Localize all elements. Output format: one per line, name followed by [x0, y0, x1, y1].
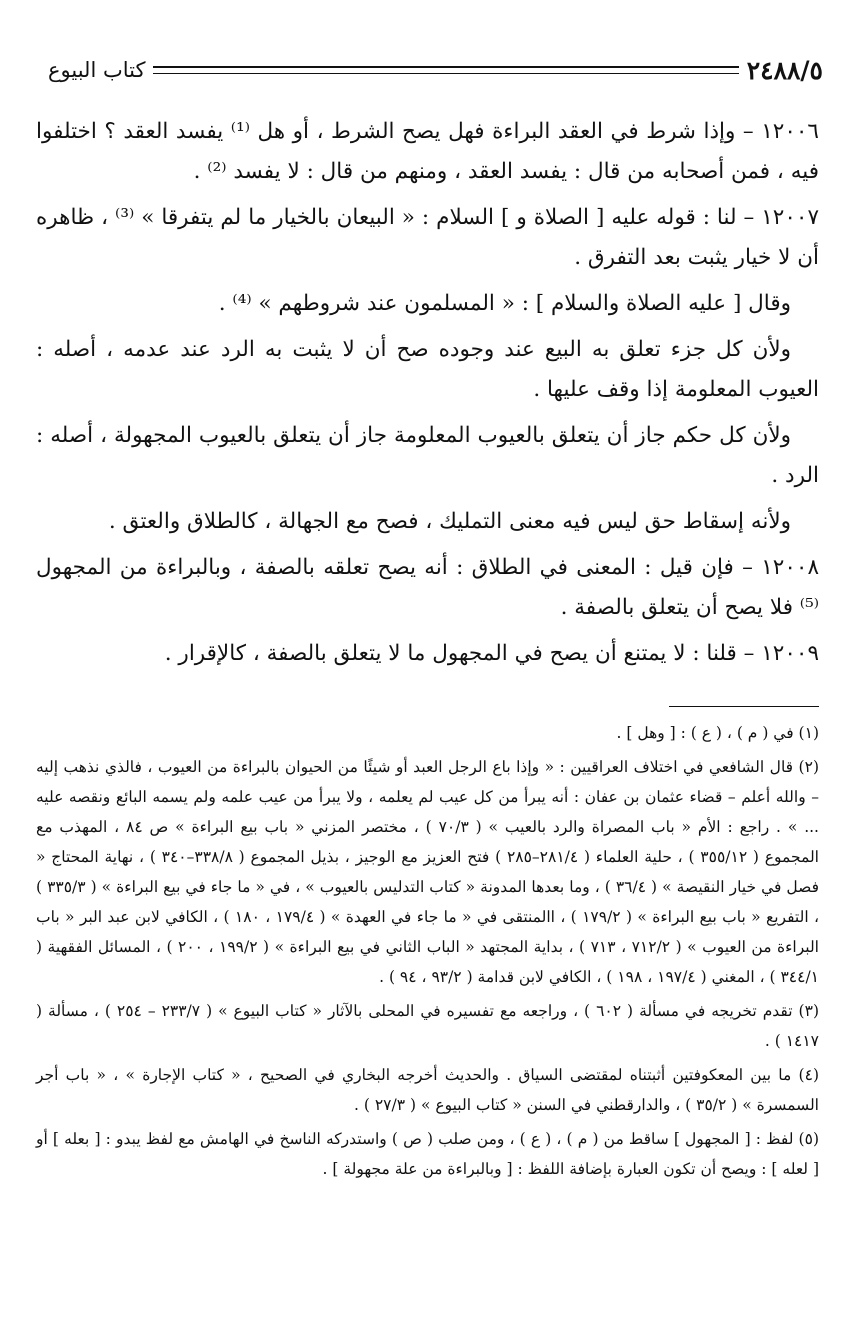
page-number: ٢٤٨٨/٥ [746, 55, 823, 85]
footnotes [36, 718, 819, 1188]
header-rule [153, 66, 738, 74]
paragraph-argument-3: ولأنه إسقاط حق ليس فيه معنى التمليك ، فصح مع الجهالة ، كالطلاق والعتق . [108, 509, 791, 534]
footnote-2: (٢) قال الشافعي في اختلاف العراقيين : « وإذا باع الرجل العبد أو شيئًا من الحيوان بالبراءة من العيوب ، فالذي نذهب إليه – والله أعلم – قضاء عثمان بن عفان : أنه يبرأ من كل عيب لم يعلمه ، ولا يبرأ من عيب علمه ولم يسمه البائع ونقصه عليه ... » . راجع : الأم « باب المصراة والرد بالعيب » ( ٧٠/٣ ) ، مختصر المزني « باب بيع البراءة » ص ٨٤ ، المهذب مع المجموع ( ٣٥٥/١٢ ) ، حلية العلماء ( ٢٨١/٤–٢٨٥ ) فتح العزيز مع الوجيز ، بذيل المجموع ( ٣٣٨/٨–٣٤٠ ) ، نهاية المحتاج « فصل في خيار النقيصة » ( ٣٦/٤ ) ، وما بعدها المدونة « كتاب التدليس بالعيوب » ، في « ما جاء في بيع البراءة » ( ٣٣٥/٣ ) ، التفريع « باب بيع البراءة » ( ١٧٩/٢ ) ، االمنتقى في « ما جاء في العهدة » ( ١٧٩/٤ ، ١٨٠ ) ، الكافي لابن عبد البر « باب البراءة من العيوب » ( ٧١٢/٢ ، ٧١٣ ) ، بداية المجتهد « الباب الثاني في بيع البراءة » ( ١٩٩/٢ ، ٢٠٠ ) ، المسائل الفقهية ( ٣٤٤/١ ) ، المغني ( ١٩٧/٤ ، ١٩٨ ) ، الكافي لابن قدامة ( ٩٣/٢ ، ٩٤ ) . [36, 758, 819, 986]
footnote-3: (٣) تقدم تخريجه في مسألة ( ٦٠٢ ) ، وراجعه مع تفسيره في المحلى بالآثار « كتاب البيوع » ( ٢٣٣/٧ – ٢٥٤ ) ، مسألة ( ١٤١٧ ) . [36, 1002, 819, 1050]
paragraph-12007: ١٢٠٠٧ – لنا : قوله عليه [ الصلاة و ] السلام : « البيعان بالخيار ما لم يتفرقا » ⁽³⁾ ، ظاهره أن لا خيار يثبت بعد التفرق . [36, 205, 819, 270]
paragraph-12008: ١٢٠٠٨ – فإن قيل : المعنى في الطلاق : أنه يصح تعلقه بالصفة ، وبالبراءة من المجهول ⁽⁵⁾ فلا يصح أن يتعلق بالصفة . [36, 555, 819, 620]
footnote-4: (٤) ما بين المعكوفتين أثبتناه لمقتضى السياق . والحديث أخرجه البخاري في الصحيح ، « كتاب الإجارة » ، « باب أجر السمسرة » ( ٣٥/٢ ) ، والدارقطني في السنن « كتاب البيوع » ( ٢٧/٣ ) . [36, 1066, 819, 1114]
footnote-divider [669, 706, 819, 707]
paragraph-argument-1: ولأن كل جزء تعلق به البيع عند وجوده صح أن لا يثبت به الرد عند عدمه ، أصله : العيوب المعلومة إذا وقف عليها . [36, 337, 819, 402]
footnote-5: (٥) لفظ : [ المجهول ] ساقط من ( م ) ، ( ع ) ، ومن صلب ( ص ) واستدركه الناسخ في الهامش مع لفظ يبدو : [ بعله ] أو [ لعله ] : ويصح أن تكون العبارة بإضافة اللفظ : [ وبالبراءة من علة مجهولة ] . [36, 1130, 819, 1178]
paragraph-12006: ١٢٠٠٦ – وإذا شرط في العقد البراءة فهل يصح الشرط ، أو هل ⁽¹⁾ يفسد العقد ؟ اختلفوا فيه ، فمن أصحابه من قال : يفسد العقد ، ومنهم من قال : لا يفسد ⁽²⁾ . [36, 119, 819, 184]
paragraph-12009: ١٢٠٠٩ – قلنا : لا يمتنع أن يصح في المجهول ما لا يتعلق بالصفة ، كالإقرار . [164, 641, 819, 666]
book-title: كتاب البيوع [48, 58, 146, 82]
page-header [48, 52, 823, 88]
paragraph-argument-2: ولأن كل حكم جاز أن يتعلق بالعيوب المعلومة جاز أن يتعلق بالعيوب المجهولة ، أصله : الرد . [36, 423, 819, 488]
footnote-1: (١) في ( م ) ، ( ع ) : [ وهل ] . [616, 724, 819, 742]
main-text [36, 112, 819, 680]
paragraph-hadith-shurut: وقال [ عليه الصلاة والسلام ] : « المسلمون عند شروطهم » ⁽⁴⁾ . [218, 291, 791, 316]
